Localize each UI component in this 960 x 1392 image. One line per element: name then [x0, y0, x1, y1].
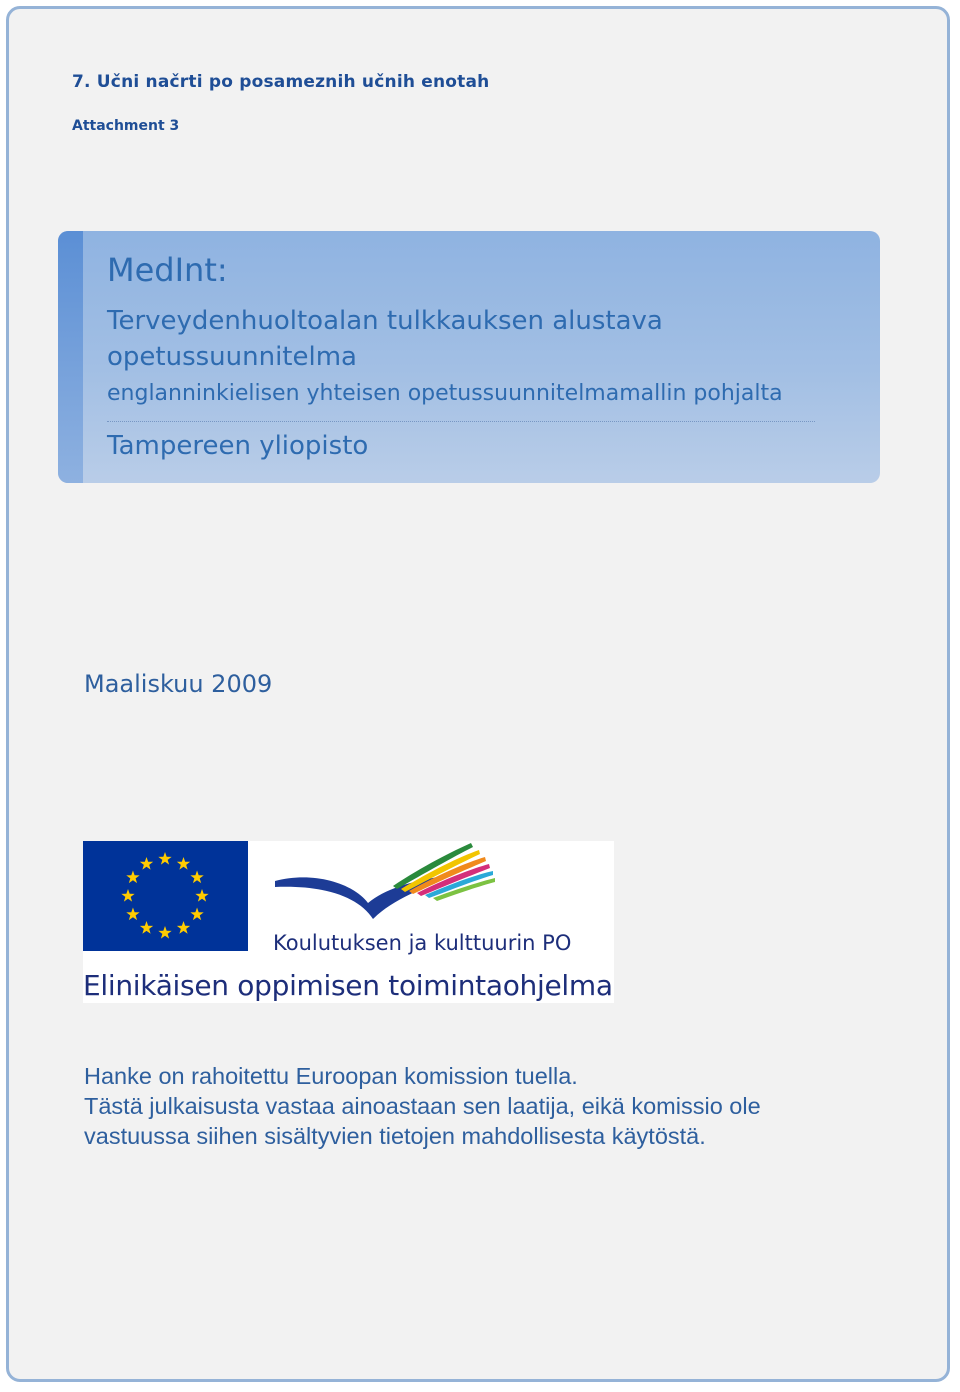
funding-disclaimer	[84, 1061, 884, 1151]
organization-name: Tampereen yliopisto	[107, 431, 369, 461]
eu-programme-logo	[83, 841, 614, 1003]
document-subtitle-line-3: englanninkielisen yhteisen opetussuunnitelmamallin pohjalta	[107, 381, 783, 406]
title-accent-bar	[58, 231, 83, 483]
document-subtitle-line-1: Terveydenhuoltoalan tulkkauksen alustava	[107, 306, 663, 336]
logo-programme-name: Elinikäisen oppimisen toimintaohjelma	[83, 969, 613, 1002]
section-heading: 7. Učni načrti po posameznih učnih enotah	[72, 72, 490, 92]
document-subtitle-line-2: opetussuunnitelma	[107, 342, 357, 372]
title-divider	[107, 421, 815, 422]
attachment-label: Attachment 3	[72, 118, 180, 134]
eu-flag-icon	[83, 841, 248, 951]
title-banner	[58, 231, 880, 483]
disclaimer-line-2: Tästä julkaisusta vastaa ainoastaan sen laatija, eikä komissio ole	[84, 1093, 761, 1119]
document-title: MedInt:	[107, 251, 228, 289]
publication-date: Maaliskuu 2009	[84, 670, 273, 698]
disclaimer-line-3: vastuussa siihen sisältyvien tietojen mahdollisesta käytöstä.	[84, 1123, 706, 1149]
logo-subtitle: Koulutuksen ja kulttuurin PO	[273, 931, 572, 955]
disclaimer-line-1: Hanke on rahoitettu Euroopan komission tuella.	[84, 1063, 578, 1089]
llp-swoosh-icon	[273, 841, 503, 921]
